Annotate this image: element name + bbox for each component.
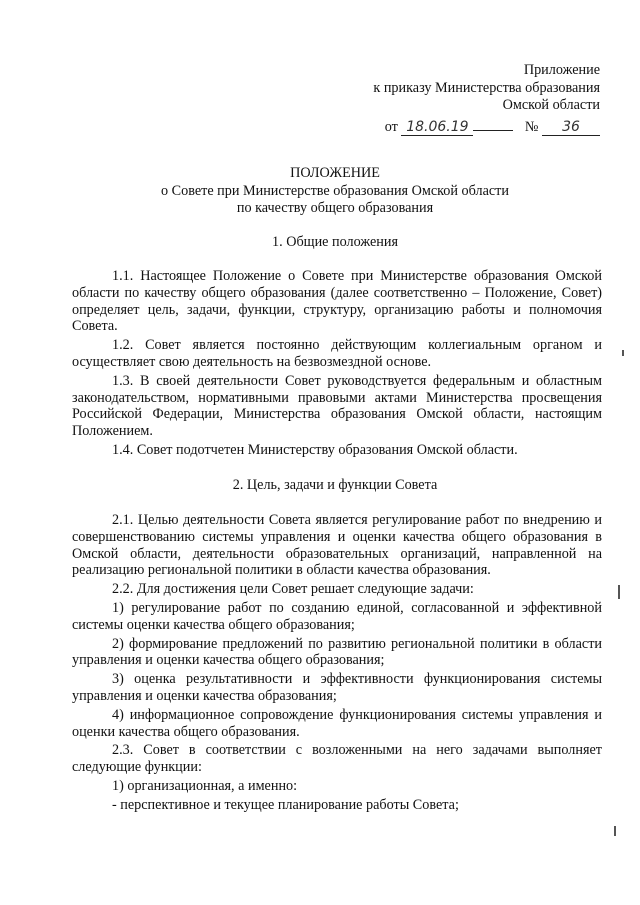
paragraph: 1.1. Настоящее Положение о Совете при Министерстве образования Омской области по качеству общего образования (далее соответственно – Положение, Совет) определяет цель, задачи, функции, структуру, организацию работы и полномочия Совета.: [72, 268, 602, 335]
scan-mark: [618, 585, 620, 599]
section-2-body: [72, 512, 602, 816]
date-underline: [473, 116, 513, 131]
paragraph: 1) регулирование работ по созданию единой, согласованной и эффективной системы оценки качества общего образования;: [72, 599, 602, 633]
paragraph: 1.4. Совет подотчетен Министерству образования Омской области.: [112, 441, 518, 458]
handwritten-number: 36: [542, 119, 600, 136]
approval-line-2: к приказу Министерства образования: [373, 79, 600, 96]
order-date-number-row: [373, 116, 600, 137]
approval-block: [373, 62, 600, 136]
scan-mark: [614, 826, 616, 836]
paragraph: 2.2. Для достижения цели Совет решает следующие задачи:: [112, 581, 474, 598]
approval-line-1: Приложение: [523, 62, 600, 78]
paragraph: 2.1. Целью деятельности Совета является регулирование работ по внедрению и совершенствованию системы управления и оценки качества общего образования в Омской области, деятельности образовательных организаций, направленной на реализацию региональной политики в области качества образования.: [72, 512, 602, 579]
paragraph: 2) формирование предложений по развитию региональной политики в области управления и оценки качества общего образования;: [72, 635, 602, 669]
title-heading: ПОЛОЖЕНИЕ: [290, 165, 380, 181]
number-label: №: [524, 118, 539, 135]
from-label: от: [384, 118, 398, 135]
paragraph: - перспективное и текущее планирование работы Совета;: [112, 796, 459, 813]
section-1-body: [72, 268, 602, 461]
title-line-3: по качеству общего образования: [236, 200, 434, 216]
handwritten-date: 18.06.19: [401, 119, 473, 136]
approval-line-3: Омской области: [502, 97, 600, 113]
paragraph: 2.3. Совет в соответствии с возложенными на него задачами выполняет следующие функции:: [72, 742, 602, 776]
paragraph: 1.3. В своей деятельности Совет руководствуется федеральным и областным законодательством, нормативными правовыми актами Министерства просвещения Российской Федерации, Министерства образования Омской области, настоящим Положением.: [72, 372, 602, 440]
paragraph: 1) организационная, а именно:: [112, 777, 298, 794]
paragraph: 1.2. Совет является постоянно действующим коллегиальным органом и осуществляет свою деятельность на безвозмездной основе.: [72, 337, 602, 370]
section-1-heading: 1. Общие положения: [272, 234, 398, 250]
title-line-2: о Совете при Министерстве образования Омской области: [161, 182, 509, 199]
paragraph: 3) оценка результативности и эффективности функционирования системы управления и оценки качества образования;: [72, 671, 602, 704]
section-2-heading: 2. Цель, задачи и функции Совета: [232, 477, 438, 493]
scan-mark: [622, 350, 624, 356]
document-title: [70, 165, 600, 218]
paragraph: 4) информационное сопровождение функционирования системы управления и оценки качества общего образования.: [72, 706, 602, 740]
